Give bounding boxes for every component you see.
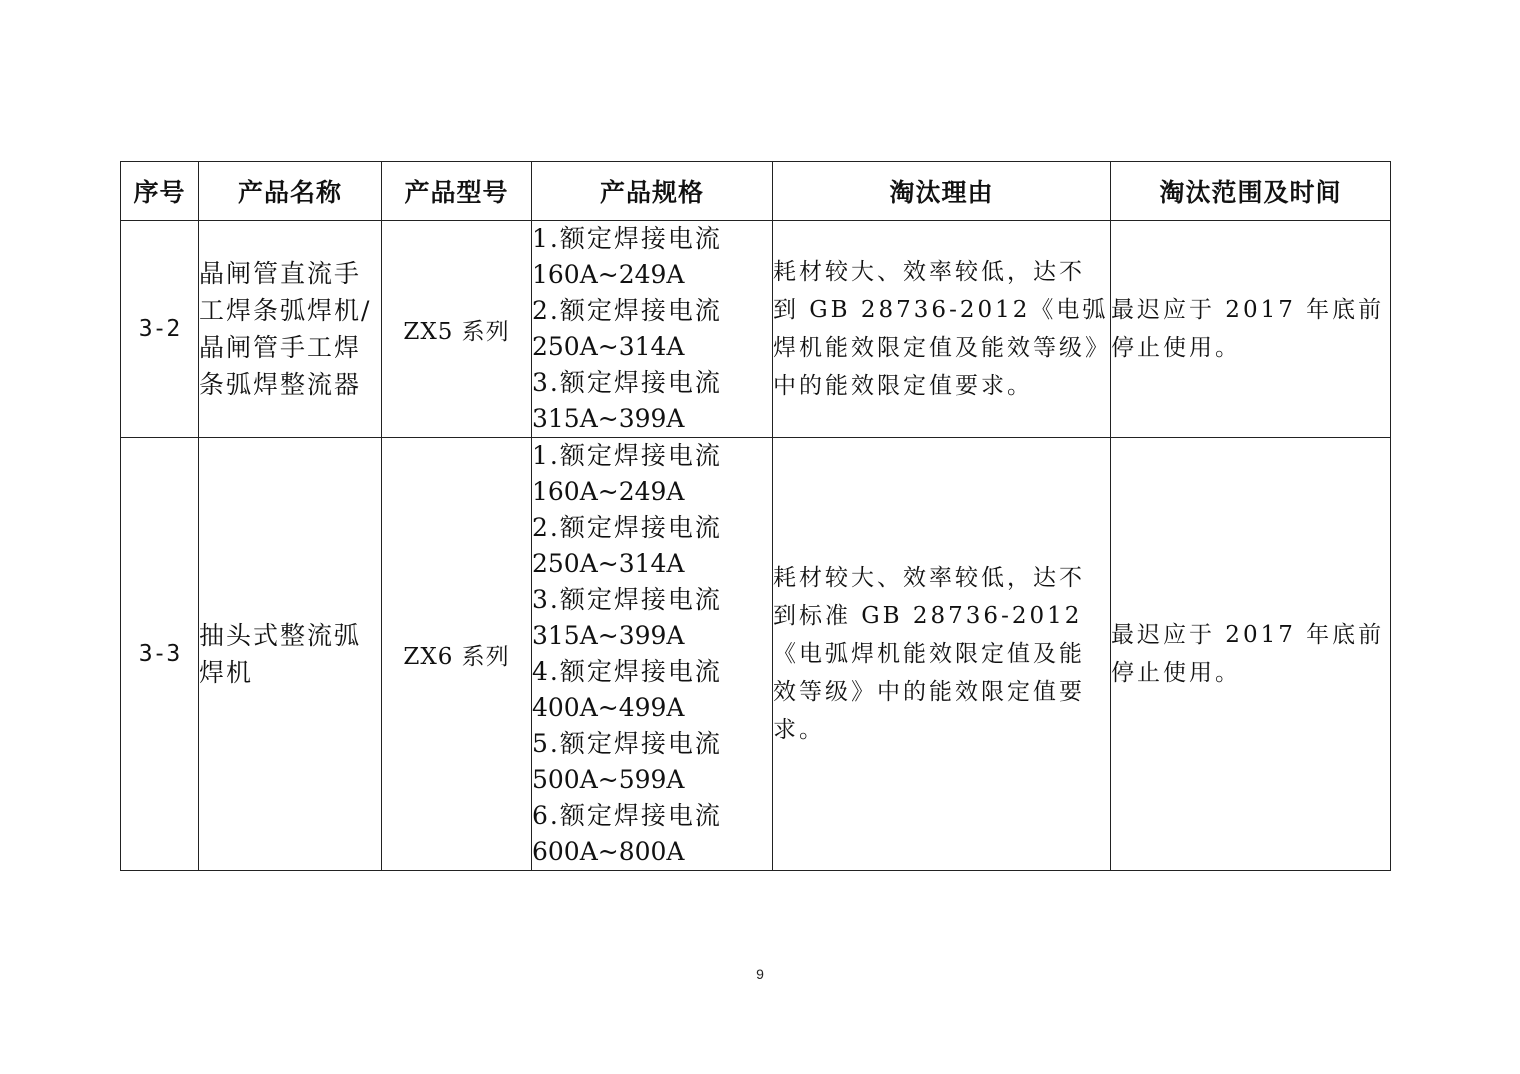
- spec-range: 160A~249A: [532, 260, 685, 289]
- cell-reason: 耗材较大、效率较低，达不到 GB 28736-2012《电弧焊机能效限定值及能效等级》中的能效限定值要求。: [773, 221, 1111, 438]
- spec-line: 4.额定焊接电流: [532, 657, 722, 686]
- spec-range: 160A~249A: [532, 477, 685, 506]
- cell-product-spec: [532, 438, 773, 871]
- table-row: [121, 438, 1391, 871]
- cell-product-model: ZX6 系列: [382, 438, 532, 871]
- spec-range: 250A~314A: [532, 549, 685, 578]
- spec-range: 250A~314A: [532, 332, 685, 361]
- header-scope-time: 淘汰范围及时间: [1111, 162, 1391, 221]
- spec-line: 6.额定焊接电流: [532, 801, 722, 830]
- spec-line: 1.额定焊接电流: [532, 441, 722, 470]
- header-seq: 序号: [121, 162, 199, 221]
- spec-range: 315A~399A: [532, 621, 685, 650]
- cell-seq: 3-3: [121, 438, 199, 871]
- cell-scope-time: 最迟应于 2017 年底前停止使用。: [1111, 438, 1391, 871]
- cell-product-model: ZX5 系列: [382, 221, 532, 438]
- header-product-name: 产品名称: [199, 162, 382, 221]
- cell-seq: 3-2: [121, 221, 199, 438]
- cell-reason: 耗材较大、效率较低，达不到标准 GB 28736-2012《电弧焊机能效限定值及能效等级》中的能效限定值要求。: [773, 438, 1111, 871]
- spec-line: 5.额定焊接电流: [532, 729, 722, 758]
- spec-line: 3.额定焊接电流: [532, 585, 722, 614]
- cell-scope-time: 最迟应于 2017 年底前停止使用。: [1111, 221, 1391, 438]
- header-product-model: 产品型号: [382, 162, 532, 221]
- spec-line: 1.额定焊接电流: [532, 224, 722, 253]
- spec-range: 600A~800A: [532, 837, 685, 866]
- elimination-table: [120, 161, 1391, 871]
- spec-line: 2.额定焊接电流: [532, 296, 722, 325]
- header-product-spec: 产品规格: [532, 162, 773, 221]
- spec-line: 3.额定焊接电流: [532, 368, 722, 397]
- table-header-row: [121, 162, 1391, 221]
- header-reason: 淘汰理由: [773, 162, 1111, 221]
- table-row: [121, 221, 1391, 438]
- cell-product-spec: [532, 221, 773, 438]
- page-number: 9: [756, 966, 764, 982]
- spec-range: 400A~499A: [532, 693, 685, 722]
- spec-range: 500A~599A: [532, 765, 685, 794]
- spec-range: 315A~399A: [532, 404, 685, 433]
- cell-product-name: 晶闸管直流手工焊条弧焊机/晶闸管手工焊条弧焊整流器: [199, 221, 382, 438]
- cell-product-name: 抽头式整流弧焊机: [199, 438, 382, 871]
- spec-line: 2.额定焊接电流: [532, 513, 722, 542]
